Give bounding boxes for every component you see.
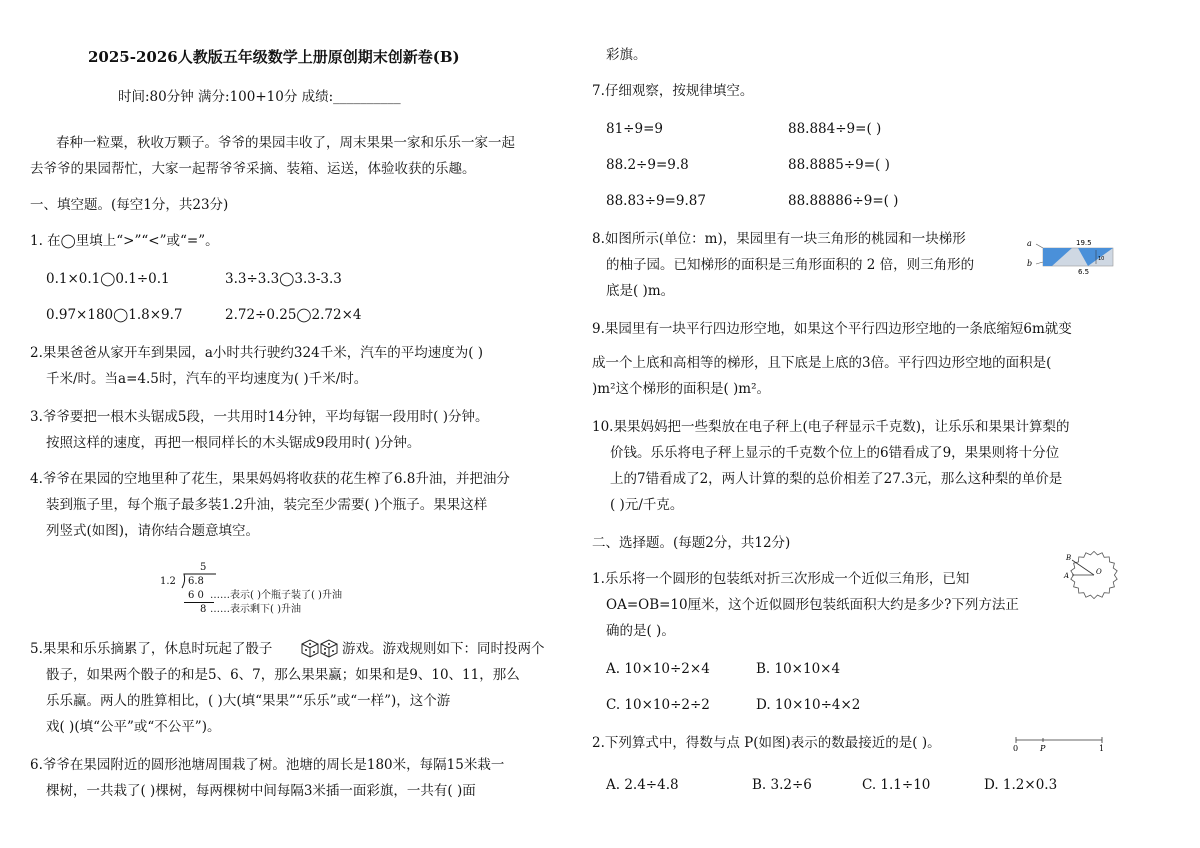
c1-line-2: OA=OB=10厘米，这个近似圆形包装纸面积大约是多少?下列方法正 [606,597,1019,613]
c1-option-c: C. 10×10÷2÷2 [606,697,710,713]
q10-line-3: 上的7错看成了2，两人计算的梨的总价相差了27.3元，那么这种梨的单价是 [610,471,1063,487]
q2-line-2: 千米/时。当a=4.5时，汽车的平均速度为( )千米/时。 [46,371,368,387]
label-one: 1 [1099,744,1105,752]
quotient: 5 [200,562,207,573]
remainder-note: ……表示剩下( )升油 [210,604,301,615]
q5-line-2: 骰子，如果两个骰子的和是5、6、7，那么果果赢；如果和是9、10、11，那么 [46,667,520,683]
q7-text: 7.仔细观察，按规律填空。 [592,83,754,99]
q7-r1-b: 88.884÷9=( ) [788,121,882,137]
q8-line-2: 的柚子园。已知梯形的面积是三角形面积的 2 倍，则三角形的 [606,257,975,273]
c1-line-1: 1.乐乐将一个圆形的包装纸对折三次形成一个近似三角形，已知 [592,571,970,587]
q6-line-3: 彩旗。 [606,47,647,63]
q7-r3-a: 88.83÷9=9.87 [606,193,706,209]
q1-text: 1. 在◯里填上“>”“<”或“=”。 [30,233,219,249]
label-height: 10 [1098,256,1105,262]
q6-line-1: 6.爷爷在果园附近的圆形池塘周围栽了树。池塘的周长是180米，每隔15米栽一 [30,757,505,773]
long-division-figure [158,562,418,618]
c1-option-a: A. 10×10÷2×4 [606,661,710,677]
q5-line-1a: 5.果果和乐乐摘累了，休息时玩起了骰子 [30,641,273,657]
q4-line-3: 列竖式(如图)，请你结合题意填空。 [46,523,260,539]
q1-c: 0.97×180◯1.8×9.7 [46,307,183,323]
c2-option-b: B. 3.2÷6 [752,777,812,793]
remainder: 8 [200,604,207,615]
c1-line-3: 确的是( )。 [606,623,675,639]
q10-line-2: 价钱。乐乐将电子秤上显示的千克数个位上的6错看成了9，果果则将十分位 [610,445,1060,461]
page-title: 2025-2026人教版五年级数学上册原创期末创新卷(B) [88,48,460,66]
intro-line-2: 去爷爷的果园帮忙，大家一起帮爷爷采摘、装箱、运送，体验收获的乐趣。 [30,161,476,177]
label-B: B [1066,554,1072,562]
q7-r3-b: 88.88886÷9=( ) [788,193,899,209]
q1-a: 0.1×0.1◯0.1÷0.1 [46,271,170,287]
product: 6 0 [188,590,204,601]
q7-r2-a: 88.2÷9=9.8 [606,157,689,173]
c2-text: 2.下列算式中，得数与点 P(如图)表示的数最接近的是( )。 [592,735,941,751]
q1-b: 3.3÷3.3◯3.3-3.3 [225,271,342,287]
c2-option-d: D. 1.2×0.3 [984,777,1058,793]
q9-line-1: 9.果园里有一块平行四边形空地，如果这个平行四边形空地的一条底缩短6m就变 [592,321,1072,337]
q9-line-2: 成一个上底和高相等的梯形，且下底是上底的3倍。平行四边形空地的面积是( [592,355,1052,371]
section-2-heading: 二、选择题。(每题2分，共12分) [592,535,791,551]
label-zero: 0 [1013,744,1019,752]
c2-option-c: C. 1.1÷10 [862,777,931,793]
division-rule [184,602,214,603]
q4-line-1: 4.爷爷在果园的空地里种了花生，果果妈妈将收获的花生榨了6.8升油，并把油分 [30,471,510,487]
q5-line-1b: 游戏。游戏规则如下：同时投两个 [342,641,545,657]
label-b: b [1027,259,1033,268]
q3-line-2: 按照这样的速度，再把一根同样长的木头锯成9段用时( )分钟。 [46,435,421,451]
triangle-trapezoid-figure [1026,236,1120,276]
section-1-heading: 一、填空题。(每空1分，共23分) [30,197,229,213]
label-O: O [1096,568,1102,576]
label-A: A [1064,572,1070,580]
intro-line-1: 春种一粒粟，秋收万颗子。爷爷的果园丰收了，周末果果一家和乐乐一家一起 [56,135,515,151]
q2-line-1: 2.果果爸爸从家开车到果园，a小时共行驶约324千米，汽车的平均速度为( ) [30,345,484,361]
q6-line-2: 棵树，一共栽了( )棵树，每两棵树中间每隔3米插一面彩旗，一共有( )面 [46,783,476,799]
q10-line-4: ( )元/千克。 [610,497,684,513]
q8-line-1: 8.如图所示(单位：m)，果园里有一块三角形的桃园和一块梯形 [592,231,966,247]
label-bottom: 6.5 [1078,268,1090,276]
q7-r2-b: 88.8885÷9=( ) [788,157,890,173]
q5-line-4: 戏( )(填“公平”或“不公平”)。 [46,719,221,735]
q8-line-3: 底是( )m。 [606,283,675,299]
c2-option-a: A. 2.4÷4.8 [606,777,679,793]
q3-line-1: 3.爷爷要把一根木头锯成5段，一共用时14分钟，平均每锯一段用时( )分钟。 [30,409,489,425]
c1-option-d: D. 10×10÷4×2 [756,697,861,713]
label-top: 19.5 [1076,239,1092,247]
q5-line-3: 乐乐赢。两人的胜算相比，( )大(填“果果”“乐乐”或“一样”)，这个游 [46,693,451,709]
q9-line-3: )m²这个梯形的面积是( )m²。 [592,381,771,397]
dividend: 6.8 [188,576,204,587]
circle-fold-figure [1062,550,1120,604]
exam-info: 时间:80分钟 满分:100+10分 成绩:__________ [118,89,401,105]
number-line-figure [1010,734,1110,752]
q4-line-2: 装到瓶子里，每个瓶子最多装1.2升油，装完至少需要( )个瓶子。果果这样 [46,497,488,513]
label-P: P [1040,744,1046,752]
product-note: ……表示( )个瓶子装了( )升油 [210,590,342,601]
label-a: a [1027,239,1032,248]
divisor: 1.2 [160,576,176,587]
c1-option-b: B. 10×10×4 [756,661,841,677]
dice-icon [300,638,340,658]
q7-r1-a: 81÷9=9 [606,121,663,137]
q1-d: 2.72÷0.25◯2.72×4 [225,307,362,323]
q10-line-1: 10.果果妈妈把一些梨放在电子秤上(电子秤显示千克数)，让乐乐和果果计算梨的 [592,419,1070,435]
